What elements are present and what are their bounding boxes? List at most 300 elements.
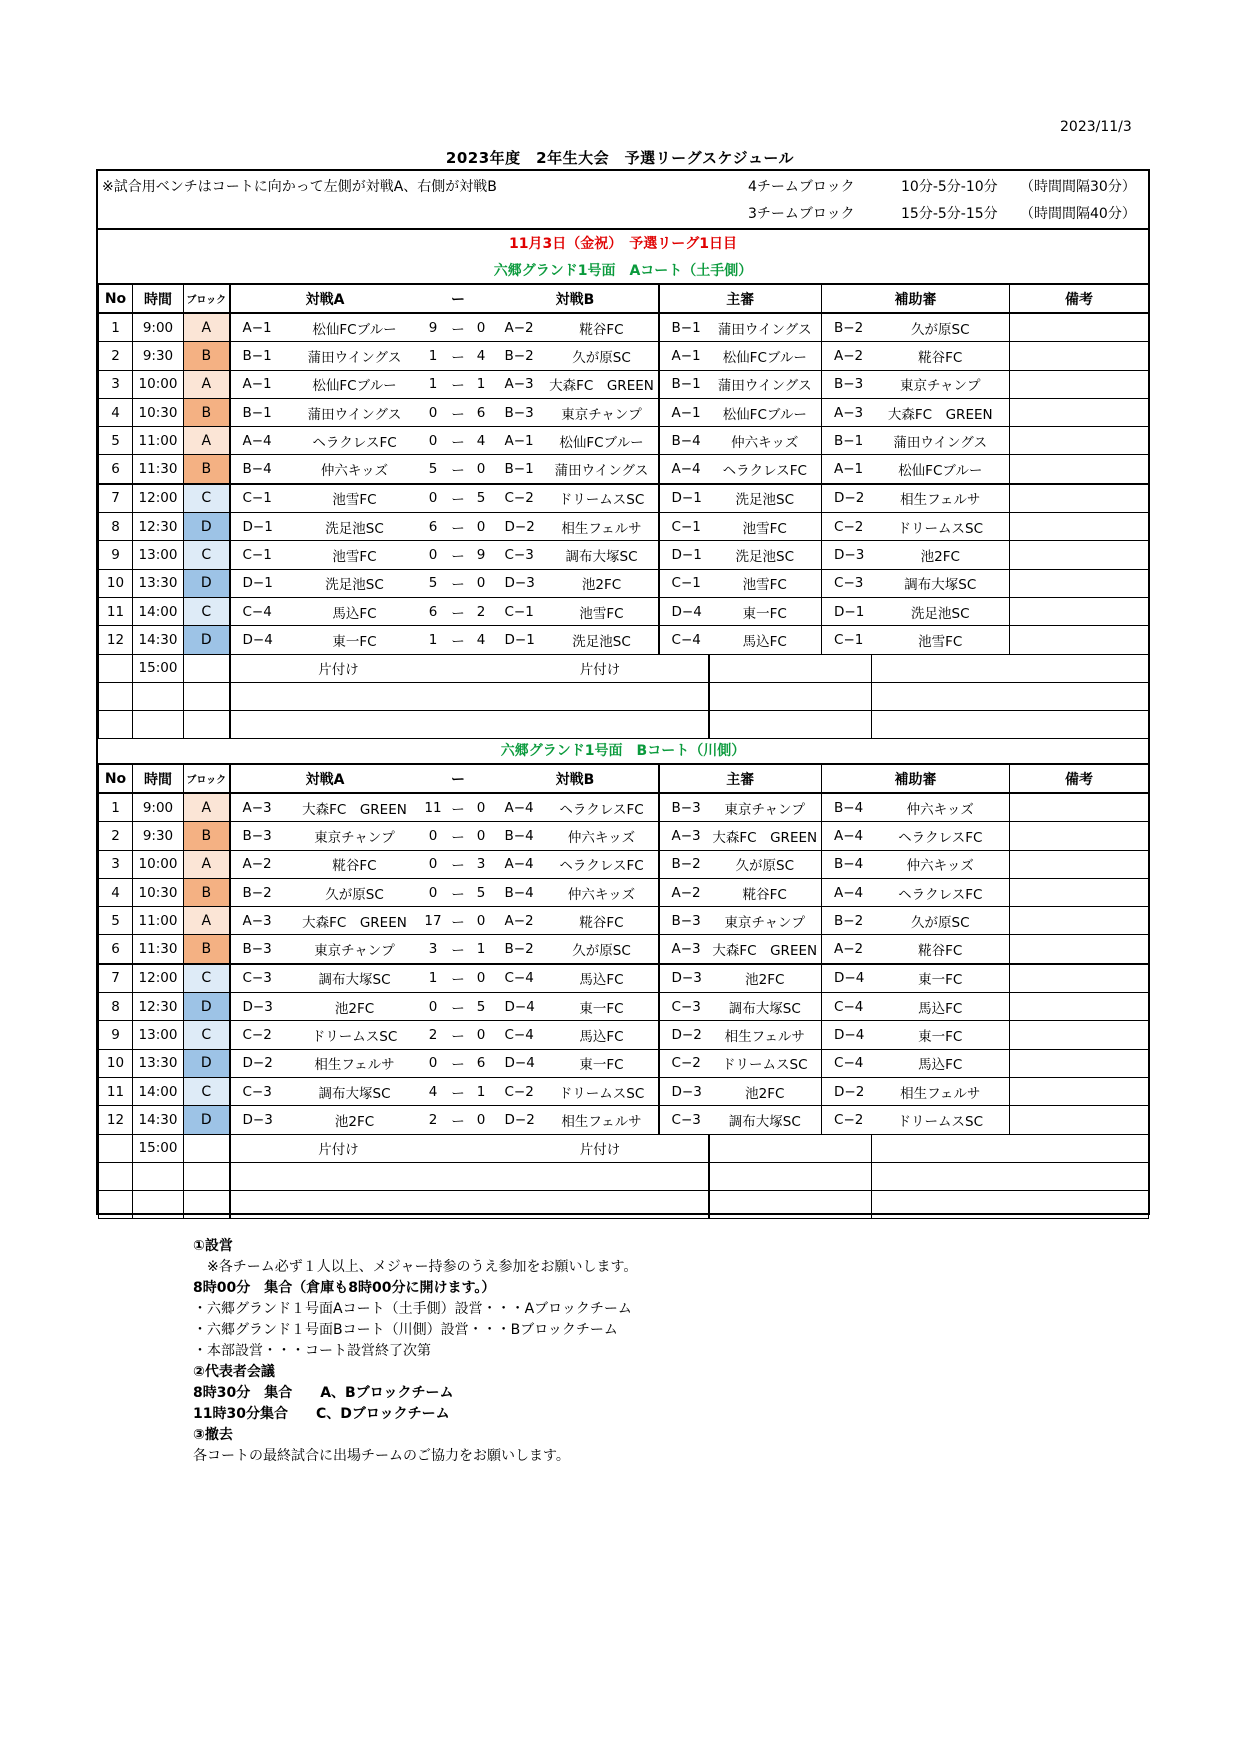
team-a-name: 池雪FC	[290, 484, 420, 513]
score-dash: ー	[447, 907, 470, 935]
match-time: 9:30	[133, 822, 184, 850]
score-b: 6	[470, 398, 493, 426]
referee-team: 池2FC	[709, 964, 822, 993]
match-no: 12	[99, 626, 133, 654]
team-b-cell: 片付け	[493, 654, 709, 682]
remarks-cell	[1010, 569, 1149, 597]
match-time: 12:30	[133, 993, 184, 1021]
column-header-score-b	[470, 284, 493, 313]
referee-code: A−1	[659, 398, 709, 426]
column-header-time: 時間	[133, 764, 184, 793]
team-b-cell	[493, 1162, 709, 1190]
referee-team: 調布大塚SC	[709, 1106, 822, 1134]
referee-team: 相生フェルサ	[709, 1021, 822, 1049]
referee-team: 大森FC GREEN	[709, 935, 822, 964]
match-no: 4	[99, 878, 133, 906]
match-block: B	[184, 342, 230, 370]
team-a-name: 大森FC GREEN	[290, 793, 420, 822]
team-a-name: 蒲田ウイングス	[290, 342, 420, 370]
no-cell	[99, 1162, 133, 1190]
score-b: 2	[470, 597, 493, 625]
team-b-name: 馬込FC	[546, 964, 659, 993]
score-b: 0	[470, 907, 493, 935]
team-b-name: 糀谷FC	[546, 313, 659, 342]
match-no: 5	[99, 907, 133, 935]
interval-4: （時間間隔30分）	[1020, 179, 1136, 195]
block-cell	[184, 682, 230, 710]
team-b-code: A−1	[493, 427, 546, 455]
score-a: 2	[420, 1106, 447, 1134]
assistant-team: 糀谷FC	[872, 342, 1010, 370]
time-cell: 15:00	[133, 654, 184, 682]
table-row	[99, 878, 1149, 906]
team-b-code: D−1	[493, 626, 546, 654]
court-b-schedule-table	[98, 763, 1149, 1219]
referee-team: ドリームスSC	[709, 1049, 822, 1077]
block-cell	[184, 711, 230, 739]
note-line: ・六郷グランド１号面Aコート（土手側）設営・・・Aブロックチーム	[193, 1301, 632, 1317]
score-b: 0	[470, 569, 493, 597]
score-a: 6	[420, 513, 447, 541]
column-header-remarks: 備考	[1010, 284, 1149, 313]
referee-code: C−2	[659, 1049, 709, 1077]
assistant-team: 池雪FC	[872, 626, 1010, 654]
referee-code: C−4	[659, 626, 709, 654]
remarks-cell	[1010, 1077, 1149, 1105]
column-header-referee: 主審	[659, 764, 822, 793]
match-no: 6	[99, 935, 133, 964]
empty-row	[99, 1162, 1149, 1190]
document-date: 2023/11/3	[1060, 119, 1132, 135]
team-b-name: 相生フェルサ	[546, 513, 659, 541]
assistant-team: 大森FC GREEN	[872, 398, 1010, 426]
score-b: 0	[470, 1106, 493, 1134]
team-b-code: B−4	[493, 822, 546, 850]
block-cell	[184, 1191, 230, 1219]
referee-code: B−4	[659, 427, 709, 455]
match-block: B	[184, 822, 230, 850]
score-b: 0	[470, 313, 493, 342]
remarks-cell	[1010, 1106, 1149, 1134]
remarks-cell	[1010, 850, 1149, 878]
score-a: 1	[420, 342, 447, 370]
score-dash: ー	[447, 1049, 470, 1077]
match-time: 13:00	[133, 541, 184, 569]
assistant-code: C−3	[822, 569, 872, 597]
match-block: C	[184, 597, 230, 625]
team-a-code: A−1	[230, 313, 290, 342]
note-line: 8時30分 集合 A、Bブロックチーム	[193, 1385, 454, 1401]
team-b-code: B−2	[493, 935, 546, 964]
score-a: 3	[420, 935, 447, 964]
team-b-code: C−2	[493, 1077, 546, 1105]
table-row	[99, 1049, 1149, 1077]
team-a-code: A−1	[230, 370, 290, 398]
referee-cell	[709, 1162, 872, 1190]
team-a-cell: 片付け	[230, 654, 447, 682]
match-time: 14:00	[133, 1077, 184, 1105]
note-line: ※各チーム必ず１人以上、メジャー持参のうえ参加をお願いします。	[193, 1259, 638, 1275]
match-no: 11	[99, 597, 133, 625]
assistant-team: 馬込FC	[872, 1049, 1010, 1077]
match-no: 3	[99, 370, 133, 398]
table-row	[99, 398, 1149, 426]
score-a: 6	[420, 597, 447, 625]
match-no: 8	[99, 993, 133, 1021]
match-time: 10:00	[133, 370, 184, 398]
time-cell: 15:00	[133, 1134, 184, 1162]
team-a-name: 松仙FCブルー	[290, 370, 420, 398]
column-header-assistant: 補助審	[822, 764, 1010, 793]
assistant-team: 相生フェルサ	[872, 484, 1010, 513]
team-a-name: 調布大塚SC	[290, 1077, 420, 1105]
assistant-team: 東一FC	[872, 964, 1010, 993]
assistant-code: D−2	[822, 484, 872, 513]
team-b-code: D−3	[493, 569, 546, 597]
no-cell	[99, 654, 133, 682]
team-a-name: ドリームスSC	[290, 1021, 420, 1049]
assistant-team: 久が原SC	[872, 313, 1010, 342]
column-header-team-a: 対戦A	[230, 284, 420, 313]
column-header-block: ブロック	[184, 284, 230, 313]
no-cell	[99, 1134, 133, 1162]
assistant-code: B−3	[822, 370, 872, 398]
header-box	[98, 171, 1148, 230]
score-a: 5	[420, 569, 447, 597]
table-row	[99, 1077, 1149, 1105]
remarks-cell	[1010, 793, 1149, 822]
table-row	[99, 626, 1149, 654]
team-b-cell	[493, 1191, 709, 1219]
note-line: ①設営	[193, 1238, 233, 1254]
match-block: D	[184, 513, 230, 541]
table-row	[99, 342, 1149, 370]
match-block: B	[184, 455, 230, 484]
table-header-row	[99, 284, 1149, 313]
team-a-code: A−2	[230, 850, 290, 878]
referee-team: 東一FC	[709, 597, 822, 625]
referee-code: D−4	[659, 597, 709, 625]
assistant-code: D−2	[822, 1077, 872, 1105]
match-block: C	[184, 1021, 230, 1049]
score-a: 0	[420, 1049, 447, 1077]
table-row	[99, 455, 1149, 484]
assistant-code: D−1	[822, 597, 872, 625]
team-a-code: A−3	[230, 907, 290, 935]
assistant-code: A−2	[822, 342, 872, 370]
table-row	[99, 993, 1149, 1021]
assistant-code: C−2	[822, 1106, 872, 1134]
score-dash: ー	[447, 626, 470, 654]
match-block: C	[184, 1077, 230, 1105]
match-block: C	[184, 484, 230, 513]
team-b-code: C−2	[493, 484, 546, 513]
match-no: 3	[99, 850, 133, 878]
score-b: 4	[470, 427, 493, 455]
match-block: A	[184, 370, 230, 398]
match-no: 2	[99, 822, 133, 850]
referee-code: C−1	[659, 569, 709, 597]
match-time: 13:00	[133, 1021, 184, 1049]
notes-section	[193, 1236, 637, 1467]
score-dash: ー	[447, 427, 470, 455]
team-b-name: 池2FC	[546, 569, 659, 597]
score-a: 0	[420, 541, 447, 569]
assistant-team: 相生フェルサ	[872, 1077, 1010, 1105]
referee-code: B−3	[659, 793, 709, 822]
referee-team: 池2FC	[709, 1077, 822, 1105]
match-block: B	[184, 878, 230, 906]
column-header-team-b: 対戦B	[493, 284, 659, 313]
time-cell	[133, 711, 184, 739]
schedule-frame	[96, 169, 1150, 1215]
match-block: A	[184, 793, 230, 822]
team-a-name: 東京チャンプ	[290, 822, 420, 850]
assistant-code: B−2	[822, 313, 872, 342]
cleanup-row	[99, 654, 1149, 682]
assistant-code: D−4	[822, 964, 872, 993]
score-dash: ー	[447, 822, 470, 850]
match-time: 11:30	[133, 935, 184, 964]
team-b-name: 東京チャンプ	[546, 398, 659, 426]
assistant-team: 松仙FCブルー	[872, 455, 1010, 484]
assistant-team: ドリームスSC	[872, 513, 1010, 541]
score-cell	[447, 1134, 493, 1162]
referee-team: 池雪FC	[709, 513, 822, 541]
match-no: 7	[99, 484, 133, 513]
score-b: 1	[470, 935, 493, 964]
match-block: B	[184, 398, 230, 426]
team-a-code: C−3	[230, 964, 290, 993]
match-block: C	[184, 964, 230, 993]
match-time: 11:00	[133, 907, 184, 935]
match-no: 5	[99, 427, 133, 455]
column-header-dash: ー	[447, 764, 470, 793]
court-a-title: 六郷グランド1号面 Aコート（土手側）	[493, 263, 753, 279]
note-line: 各コートの最終試合に出場チームのご協力をお願いします。	[193, 1448, 570, 1464]
team-b-code: A−2	[493, 907, 546, 935]
team-b-name: 池雪FC	[546, 597, 659, 625]
remarks-cell	[1010, 370, 1149, 398]
score-cell	[447, 682, 493, 710]
referee-code: B−3	[659, 907, 709, 935]
remarks-cell	[1010, 427, 1149, 455]
assistant-code: A−3	[822, 398, 872, 426]
column-header-no: No	[99, 284, 133, 313]
referee-code: D−2	[659, 1021, 709, 1049]
team-a-code: B−1	[230, 342, 290, 370]
team-a-code: B−2	[230, 878, 290, 906]
assistant-team: 久が原SC	[872, 907, 1010, 935]
block-cell	[184, 1134, 230, 1162]
referee-code: D−3	[659, 964, 709, 993]
score-b: 0	[470, 513, 493, 541]
score-a: 5	[420, 455, 447, 484]
court-b-title: 六郷グランド1号面 Bコート（川側）	[500, 743, 746, 759]
assistant-code: A−4	[822, 878, 872, 906]
column-header-team-b: 対戦B	[493, 764, 659, 793]
referee-cell	[709, 1191, 872, 1219]
score-cell	[447, 711, 493, 739]
team-a-code: C−2	[230, 1021, 290, 1049]
match-no: 11	[99, 1077, 133, 1105]
time-format-3: 15分-5分-15分	[901, 206, 998, 222]
remarks-cell	[1010, 455, 1149, 484]
team-a-name: 東一FC	[290, 626, 420, 654]
score-b: 1	[470, 1077, 493, 1105]
referee-team: 調布大塚SC	[709, 993, 822, 1021]
team-a-name: 池2FC	[290, 993, 420, 1021]
note-line: 8時00分 集合（倉庫も8時00分に開けます。）	[193, 1280, 496, 1296]
score-a: 0	[420, 878, 447, 906]
column-header-block: ブロック	[184, 764, 230, 793]
team-a-name: 糀谷FC	[290, 850, 420, 878]
note-line: ②代表者会議	[193, 1364, 275, 1380]
score-dash: ー	[447, 878, 470, 906]
note-line: ③撤去	[193, 1427, 233, 1443]
team-a-cell	[230, 1191, 447, 1219]
score-dash: ー	[447, 1106, 470, 1134]
score-a: 1	[420, 626, 447, 654]
assistant-team: ヘラクレスFC	[872, 822, 1010, 850]
team-a-name: 馬込FC	[290, 597, 420, 625]
team-a-code: C−3	[230, 1077, 290, 1105]
block-cell	[184, 654, 230, 682]
assistant-cell	[872, 711, 1149, 739]
assistant-cell	[872, 654, 1149, 682]
match-block: A	[184, 427, 230, 455]
score-a: 9	[420, 313, 447, 342]
referee-code: D−1	[659, 484, 709, 513]
remarks-cell	[1010, 313, 1149, 342]
assistant-code: B−4	[822, 850, 872, 878]
score-b: 3	[470, 850, 493, 878]
match-no: 9	[99, 1021, 133, 1049]
remarks-cell	[1010, 935, 1149, 964]
team-a-name: 池2FC	[290, 1106, 420, 1134]
remarks-cell	[1010, 626, 1149, 654]
referee-team: 松仙FCブルー	[709, 342, 822, 370]
remarks-cell	[1010, 907, 1149, 935]
assistant-code: D−4	[822, 1021, 872, 1049]
team-a-code: D−2	[230, 1049, 290, 1077]
team-a-code: A−3	[230, 793, 290, 822]
score-dash: ー	[447, 342, 470, 370]
score-b: 0	[470, 793, 493, 822]
block-type-3: 3チームブロック	[748, 206, 855, 222]
no-cell	[99, 682, 133, 710]
remarks-cell	[1010, 1049, 1149, 1077]
remarks-cell	[1010, 513, 1149, 541]
referee-team: 久が原SC	[709, 850, 822, 878]
note-line: ・六郷グランド１号面Bコート（川側）設営・・・Bブロックチーム	[193, 1322, 618, 1338]
match-block: D	[184, 1049, 230, 1077]
team-b-name: ヘラクレスFC	[546, 793, 659, 822]
score-dash: ー	[447, 1021, 470, 1049]
score-b: 9	[470, 541, 493, 569]
team-b-code: C−4	[493, 1021, 546, 1049]
match-no: 6	[99, 455, 133, 484]
score-b: 0	[470, 964, 493, 993]
score-b: 5	[470, 993, 493, 1021]
team-b-code: D−4	[493, 993, 546, 1021]
referee-team: 馬込FC	[709, 626, 822, 654]
team-a-name: 久が原SC	[290, 878, 420, 906]
match-time: 13:30	[133, 1049, 184, 1077]
assistant-code: C−4	[822, 1049, 872, 1077]
match-block: A	[184, 313, 230, 342]
assistant-team: 洗足池SC	[872, 597, 1010, 625]
team-b-name: ドリームスSC	[546, 484, 659, 513]
team-b-name: 洗足池SC	[546, 626, 659, 654]
assistant-code: B−1	[822, 427, 872, 455]
table-row	[99, 313, 1149, 342]
team-a-name: 池雪FC	[290, 541, 420, 569]
team-b-name: 蒲田ウイングス	[546, 455, 659, 484]
match-time: 9:00	[133, 793, 184, 822]
referee-team: 蒲田ウイングス	[709, 313, 822, 342]
remarks-cell	[1010, 541, 1149, 569]
assistant-cell	[872, 682, 1149, 710]
team-b-name: 東一FC	[546, 993, 659, 1021]
column-header-score-a	[420, 284, 447, 313]
column-header-remarks: 備考	[1010, 764, 1149, 793]
match-block: D	[184, 993, 230, 1021]
score-b: 1	[470, 370, 493, 398]
team-a-cell	[230, 682, 447, 710]
score-a: 17	[420, 907, 447, 935]
match-time: 9:30	[133, 342, 184, 370]
team-a-code: D−1	[230, 569, 290, 597]
no-cell	[99, 711, 133, 739]
assistant-team: 蒲田ウイングス	[872, 427, 1010, 455]
team-a-code: D−3	[230, 1106, 290, 1134]
team-a-name: 洗足池SC	[290, 569, 420, 597]
score-dash: ー	[447, 569, 470, 597]
team-b-code: C−3	[493, 541, 546, 569]
referee-cell	[709, 711, 872, 739]
score-a: 0	[420, 993, 447, 1021]
match-block: D	[184, 569, 230, 597]
team-b-name: 糀谷FC	[546, 907, 659, 935]
team-b-code: A−3	[493, 370, 546, 398]
assistant-team: ヘラクレスFC	[872, 878, 1010, 906]
remarks-cell	[1010, 964, 1149, 993]
assistant-team: 東一FC	[872, 1021, 1010, 1049]
table-row	[99, 484, 1149, 513]
remarks-cell	[1010, 398, 1149, 426]
referee-code: B−1	[659, 370, 709, 398]
table-row	[99, 964, 1149, 993]
team-a-code: C−1	[230, 484, 290, 513]
assistant-team: 仲六キッズ	[872, 850, 1010, 878]
score-cell	[447, 1162, 493, 1190]
team-a-cell	[230, 711, 447, 739]
score-dash: ー	[447, 370, 470, 398]
team-b-cell: 片付け	[493, 1134, 709, 1162]
score-dash: ー	[447, 964, 470, 993]
referee-team: ヘラクレスFC	[709, 455, 822, 484]
team-b-code: A−2	[493, 313, 546, 342]
table-row	[99, 1106, 1149, 1134]
match-no: 10	[99, 1049, 133, 1077]
score-dash: ー	[447, 398, 470, 426]
team-b-code: C−4	[493, 964, 546, 993]
match-time: 11:00	[133, 427, 184, 455]
referee-code: A−1	[659, 342, 709, 370]
match-time: 14:30	[133, 1106, 184, 1134]
referee-code: C−1	[659, 513, 709, 541]
